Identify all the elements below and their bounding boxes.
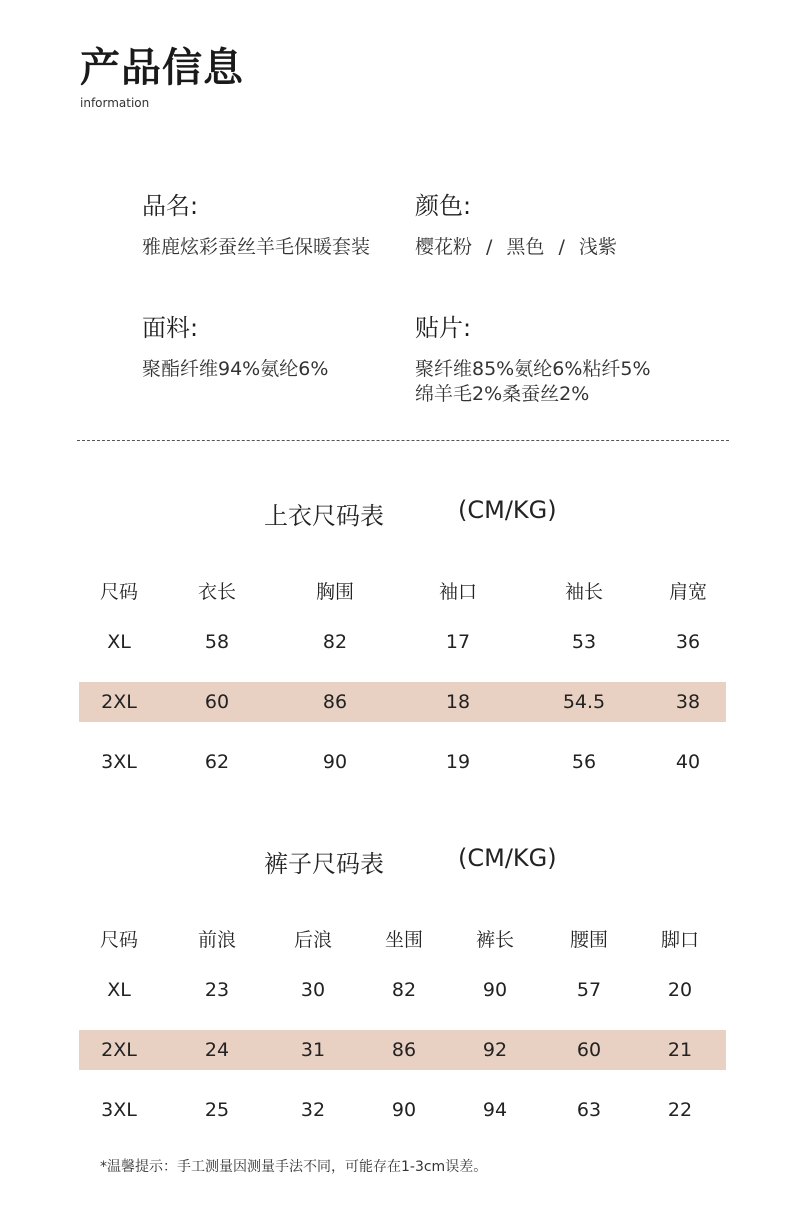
color-separator: / bbox=[486, 236, 493, 258]
top-table-title: 上衣尺码表 bbox=[264, 502, 384, 530]
table-cell: 3XL bbox=[101, 1099, 137, 1121]
table-cell: 53 bbox=[571, 631, 597, 653]
table-cell: 20 bbox=[667, 979, 693, 1001]
table-cell: 90 bbox=[322, 751, 348, 773]
color-option: 樱花粉 bbox=[415, 236, 473, 258]
table-cell: 2XL bbox=[101, 1039, 137, 1061]
table-cell: 32 bbox=[300, 1099, 326, 1121]
table-cell: 24 bbox=[204, 1039, 230, 1061]
table-cell: 18 bbox=[445, 691, 471, 713]
table-cell: 94 bbox=[482, 1099, 508, 1121]
top-size-table bbox=[79, 570, 726, 782]
info-color-values bbox=[415, 235, 617, 260]
table-cell: 56 bbox=[571, 751, 597, 773]
color-option: 浅紫 bbox=[578, 236, 617, 258]
info-patch-line: 聚纤维85%氨纶6%粘纤5% bbox=[415, 358, 651, 380]
table-cell: 23 bbox=[204, 979, 230, 1001]
info-color-label: 颜色: bbox=[415, 192, 472, 220]
table-cell: 22 bbox=[667, 1099, 693, 1121]
info-patch-label: 贴片: bbox=[415, 314, 472, 342]
info-patch-line: 绵羊毛2%桑蚕丝2% bbox=[415, 383, 590, 405]
pants-size-table bbox=[79, 918, 726, 1130]
table-header-cell: 肩宽 bbox=[668, 580, 708, 603]
table-row bbox=[79, 682, 726, 722]
table-cell: 60 bbox=[576, 1039, 602, 1061]
table-cell: 86 bbox=[391, 1039, 417, 1061]
table-cell: 92 bbox=[482, 1039, 508, 1061]
page-subtitle: information bbox=[80, 96, 150, 110]
table-cell: 17 bbox=[445, 631, 471, 653]
table-cell: 40 bbox=[675, 751, 701, 773]
info-patch-value bbox=[415, 357, 651, 407]
table-header-cell: 衣长 bbox=[197, 580, 237, 603]
table-header-row bbox=[79, 918, 726, 958]
info-color bbox=[415, 186, 617, 260]
table-header-row bbox=[79, 570, 726, 610]
table-cell: 54.5 bbox=[562, 691, 606, 713]
table-header-cell: 坐围 bbox=[384, 928, 424, 951]
table-row bbox=[79, 1090, 726, 1130]
info-fabric bbox=[142, 308, 328, 382]
info-name-value: 雅鹿炫彩蚕丝羊毛保暖套装 bbox=[142, 236, 371, 258]
table-cell: 90 bbox=[391, 1099, 417, 1121]
color-option: 黑色 bbox=[506, 236, 545, 258]
pants-table-title: 裤子尺码表 bbox=[264, 850, 384, 878]
table-cell: 31 bbox=[300, 1039, 326, 1061]
table-cell: 30 bbox=[300, 979, 326, 1001]
table-cell: 63 bbox=[576, 1099, 602, 1121]
info-fabric-value: 聚酯纤维94%氨纶6% bbox=[142, 358, 329, 380]
color-separator: / bbox=[558, 236, 565, 258]
info-name-label: 品名: bbox=[142, 192, 199, 220]
table-cell: XL bbox=[107, 979, 131, 1001]
table-cell: 25 bbox=[204, 1099, 230, 1121]
table-cell: 21 bbox=[667, 1039, 693, 1061]
table-cell: 2XL bbox=[101, 691, 137, 713]
pants-table-unit: (CM/KG) bbox=[458, 844, 557, 872]
table-cell: 19 bbox=[445, 751, 471, 773]
table-cell: 57 bbox=[576, 979, 602, 1001]
table-cell: XL bbox=[107, 631, 131, 653]
table-cell: 82 bbox=[322, 631, 348, 653]
table-header-cell: 前浪 bbox=[197, 928, 237, 951]
table-header-cell: 后浪 bbox=[293, 928, 333, 951]
table-cell: 58 bbox=[204, 631, 230, 653]
table-row bbox=[79, 970, 726, 1010]
page-title: 产品信息 bbox=[80, 45, 244, 91]
table-header-cell: 腰围 bbox=[569, 928, 609, 951]
size-note: *温馨提示：手工测量因测量手法不同，可能存在1-3cm误差。 bbox=[100, 1159, 488, 1175]
dashed-divider bbox=[77, 440, 729, 441]
table-header-cell: 胸围 bbox=[315, 580, 355, 603]
info-patch bbox=[415, 308, 651, 407]
table-cell: 86 bbox=[322, 691, 348, 713]
table-header-cell: 尺码 bbox=[99, 928, 139, 951]
info-fabric-label: 面料: bbox=[142, 314, 199, 342]
table-header-cell: 脚口 bbox=[660, 928, 700, 951]
table-header-cell: 袖长 bbox=[564, 580, 604, 603]
table-cell: 90 bbox=[482, 979, 508, 1001]
table-header-cell: 裤长 bbox=[475, 928, 515, 951]
table-cell: 38 bbox=[675, 691, 701, 713]
table-cell: 82 bbox=[391, 979, 417, 1001]
info-name bbox=[142, 186, 370, 260]
table-header-cell: 袖口 bbox=[438, 580, 478, 603]
table-cell: 60 bbox=[204, 691, 230, 713]
table-row bbox=[79, 1030, 726, 1070]
table-header-cell: 尺码 bbox=[99, 580, 139, 603]
table-cell: 62 bbox=[204, 751, 230, 773]
table-row bbox=[79, 622, 726, 662]
top-table-unit: (CM/KG) bbox=[458, 496, 557, 524]
table-cell: 36 bbox=[675, 631, 701, 653]
table-row bbox=[79, 742, 726, 782]
table-cell: 3XL bbox=[101, 751, 137, 773]
